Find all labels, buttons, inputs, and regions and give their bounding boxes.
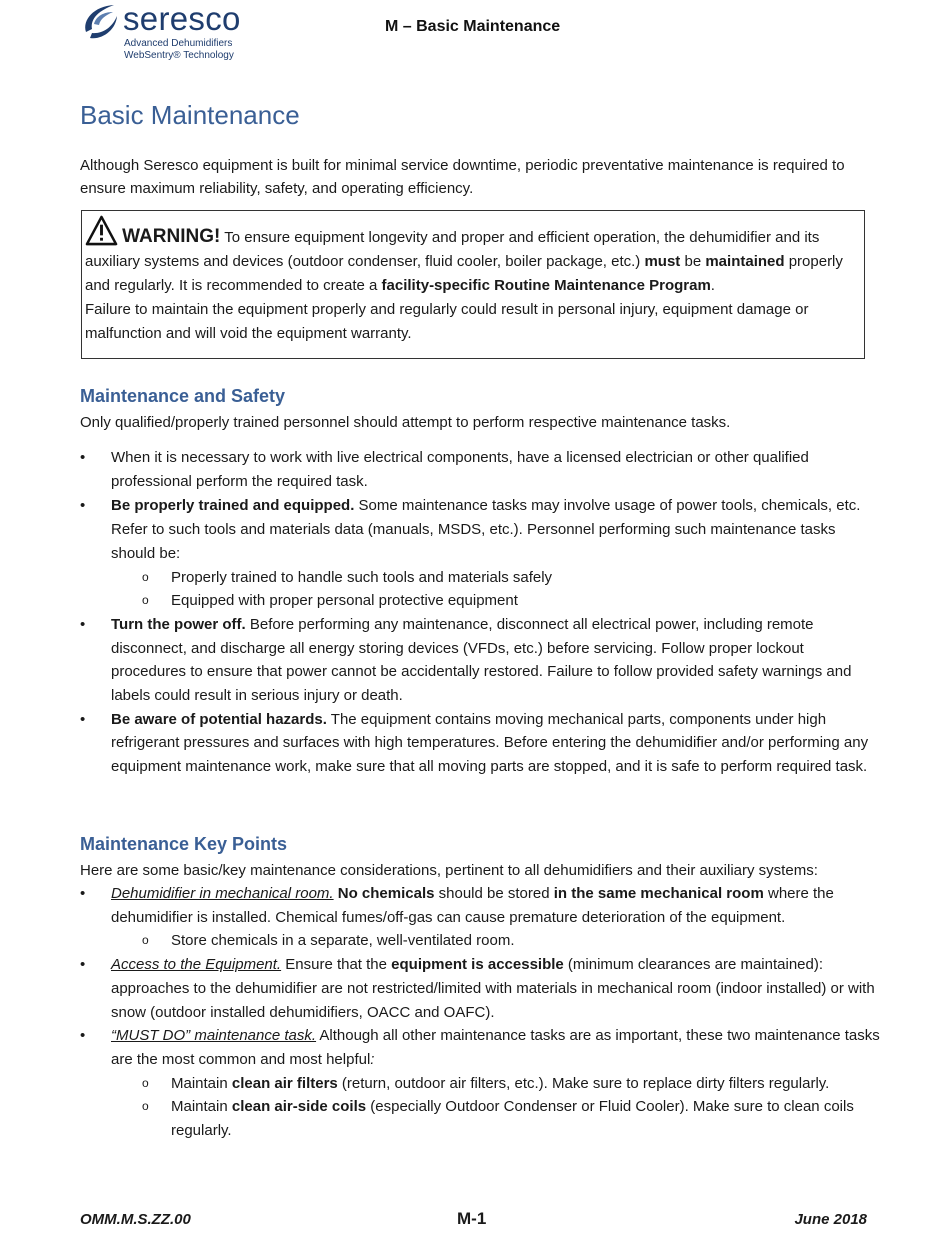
warning-text: .	[710, 277, 715, 294]
warning-text: be	[680, 253, 706, 270]
page-title: Basic Maintenance	[80, 100, 300, 130]
footer-page-number: M-1	[457, 1209, 487, 1228]
seresco-logo	[80, 2, 250, 62]
list-item-lead: Turn the power off.	[111, 615, 246, 633]
list-item-bold: No chemicals	[337, 885, 435, 902]
list-item-lead: Be aware of potential hazards.	[111, 710, 327, 728]
sub-item-text: (return, outdoor air filters, etc.). Make sure to replace dirty filters regularly.	[337, 1074, 830, 1092]
warning-must: must	[644, 253, 681, 270]
list-item-text: Although all other maintenance tasks are as important, these two maintenance tasks are the most common and most helpful	[111, 1027, 880, 1068]
sub-item-text: Maintain	[171, 1098, 232, 1116]
list-item	[80, 494, 880, 613]
section-heading-key-points: Maintenance Key Points	[80, 834, 288, 854]
logo-tagline-2: WebSentry® Technology	[124, 50, 234, 61]
list-item-text: When it is necessary to work with live electrical components, have a licensed electrician or other qualified professional perform the required task.	[111, 449, 809, 490]
warning-text: properly and regularly. It is recommended to create a	[85, 253, 843, 294]
warning-program: facility-specific Routine Maintenance Program	[381, 277, 711, 294]
intro-paragraph: Although Seresco equipment is built for minimal service downtime, periodic preventative maintenance is required to ensure maximum reliability, safety, and operating efficiency.	[80, 157, 845, 197]
list-item	[80, 1024, 880, 1143]
warning-paragraph	[85, 215, 860, 298]
list-item-text: should be stored	[434, 885, 554, 902]
list-item	[80, 882, 880, 953]
logo-wordmark: seresco	[123, 0, 241, 37]
running-header-title: M – Basic Maintenance	[385, 18, 561, 35]
list-item-lead: Access to the Equipment.	[111, 956, 282, 974]
footer-date: June 2018	[794, 1211, 867, 1228]
list-item-lead: Dehumidifier in mechanical room.	[111, 885, 334, 902]
warning-text: To ensure equipment longevity and proper and efficient operation, the dehumidifier and its auxiliary systems and devices (outdoor condenser, fluid cooler, boiler package, etc.)	[85, 229, 820, 270]
footer-doc-code: OMM.M.S.ZZ.00	[80, 1211, 191, 1228]
list-item-text: :	[370, 1050, 375, 1068]
key-points-intro: Here are some basic/key maintenance considerations, pertinent to all dehumidifiers and their auxiliary systems:	[80, 862, 818, 879]
list-item-bold: in the same mechanical room	[553, 885, 764, 902]
list-item	[80, 708, 880, 779]
list-item-text: (minimum clearances are maintained): approaches to the dehumidifier are not restricted/limited with materials in mechanical room (indoor installed) or with snow (outdoor installed dehumidifiers, OACC and OAFC).	[111, 956, 875, 1021]
list-item-text: The equipment contains moving mechanical parts, components under high refrigerant pressures and surfaces with high temperatures. Before entering the dehumidifier and/or performing any equipment maintenance work, make sure that all moving parts are stopped, and it is safe to perform required task.	[111, 710, 869, 776]
swoosh-logo-icon	[80, 2, 120, 42]
list-item-text: Before performing any maintenance, disconnect all electrical power, including remote disconnect, and discharge all energy storing devices (VFDs, etc.) before servicing. Follow proper lockout procedures to ensure that power cannot be accidentally restored. Failure to follow provided safety warnings and labels could result in serious injury or death.	[111, 615, 852, 705]
sub-list-item	[111, 1072, 880, 1096]
list-item	[80, 613, 880, 708]
list-item-bold: equipment is accessible	[391, 956, 564, 974]
warning-box	[81, 210, 865, 359]
key-points-list	[80, 882, 880, 1143]
sub-item-bold: clean air-side coils	[231, 1098, 367, 1116]
section-heading-safety: Maintenance and Safety	[80, 386, 286, 406]
warning-maintained: maintained	[705, 253, 785, 270]
safety-list	[80, 446, 880, 779]
safety-intro: Only qualified/properly trained personnel should attempt to perform respective maintenance tasks.	[80, 414, 731, 431]
sub-list-item: o Store chemicals in a separate, well-ventilated room.	[111, 929, 880, 953]
list-item	[80, 446, 880, 493]
warning-consequence: Failure to maintain the equipment properly and regularly could result in personal injury, equipment damage or malfunction and will void the equipment warranty.	[85, 301, 809, 342]
warning-triangle-icon	[85, 215, 118, 246]
warning-label: WARNING!	[122, 226, 221, 247]
sub-list-item: o Properly trained to handle such tools and materials safely	[111, 566, 880, 590]
sub-item-bold: clean air filters	[231, 1074, 338, 1092]
list-item-lead: Be properly trained and equipped.	[111, 497, 355, 515]
list-item-text: Ensure that the	[281, 956, 392, 974]
sub-item-text: Maintain	[171, 1074, 232, 1092]
logo-tagline: Advanced Dehumidifiers	[124, 38, 233, 49]
list-item-lead: “MUST DO” maintenance task.	[111, 1027, 317, 1045]
sub-list	[111, 566, 880, 613]
list-item-text: where the dehumidifier is installed. Chemical fumes/off-gas can cause premature deterioration of the equipment.	[111, 885, 834, 926]
list-item-text: Some maintenance tasks may involve usage of power tools, chemicals, etc. Refer to such tools and materials data (manuals, MSDS, etc.). Personnel performing such maintenance tasks should be:	[111, 497, 861, 562]
sub-list	[111, 929, 880, 953]
sub-list-item: o Equipped with proper personal protective equipment	[111, 589, 880, 613]
sub-list-item	[111, 1095, 880, 1142]
sub-item-text: (especially Outdoor Condenser or Fluid Cooler). Make sure to clean coils regularly.	[171, 1098, 854, 1140]
sub-list	[111, 1072, 880, 1143]
list-item	[80, 953, 880, 1024]
